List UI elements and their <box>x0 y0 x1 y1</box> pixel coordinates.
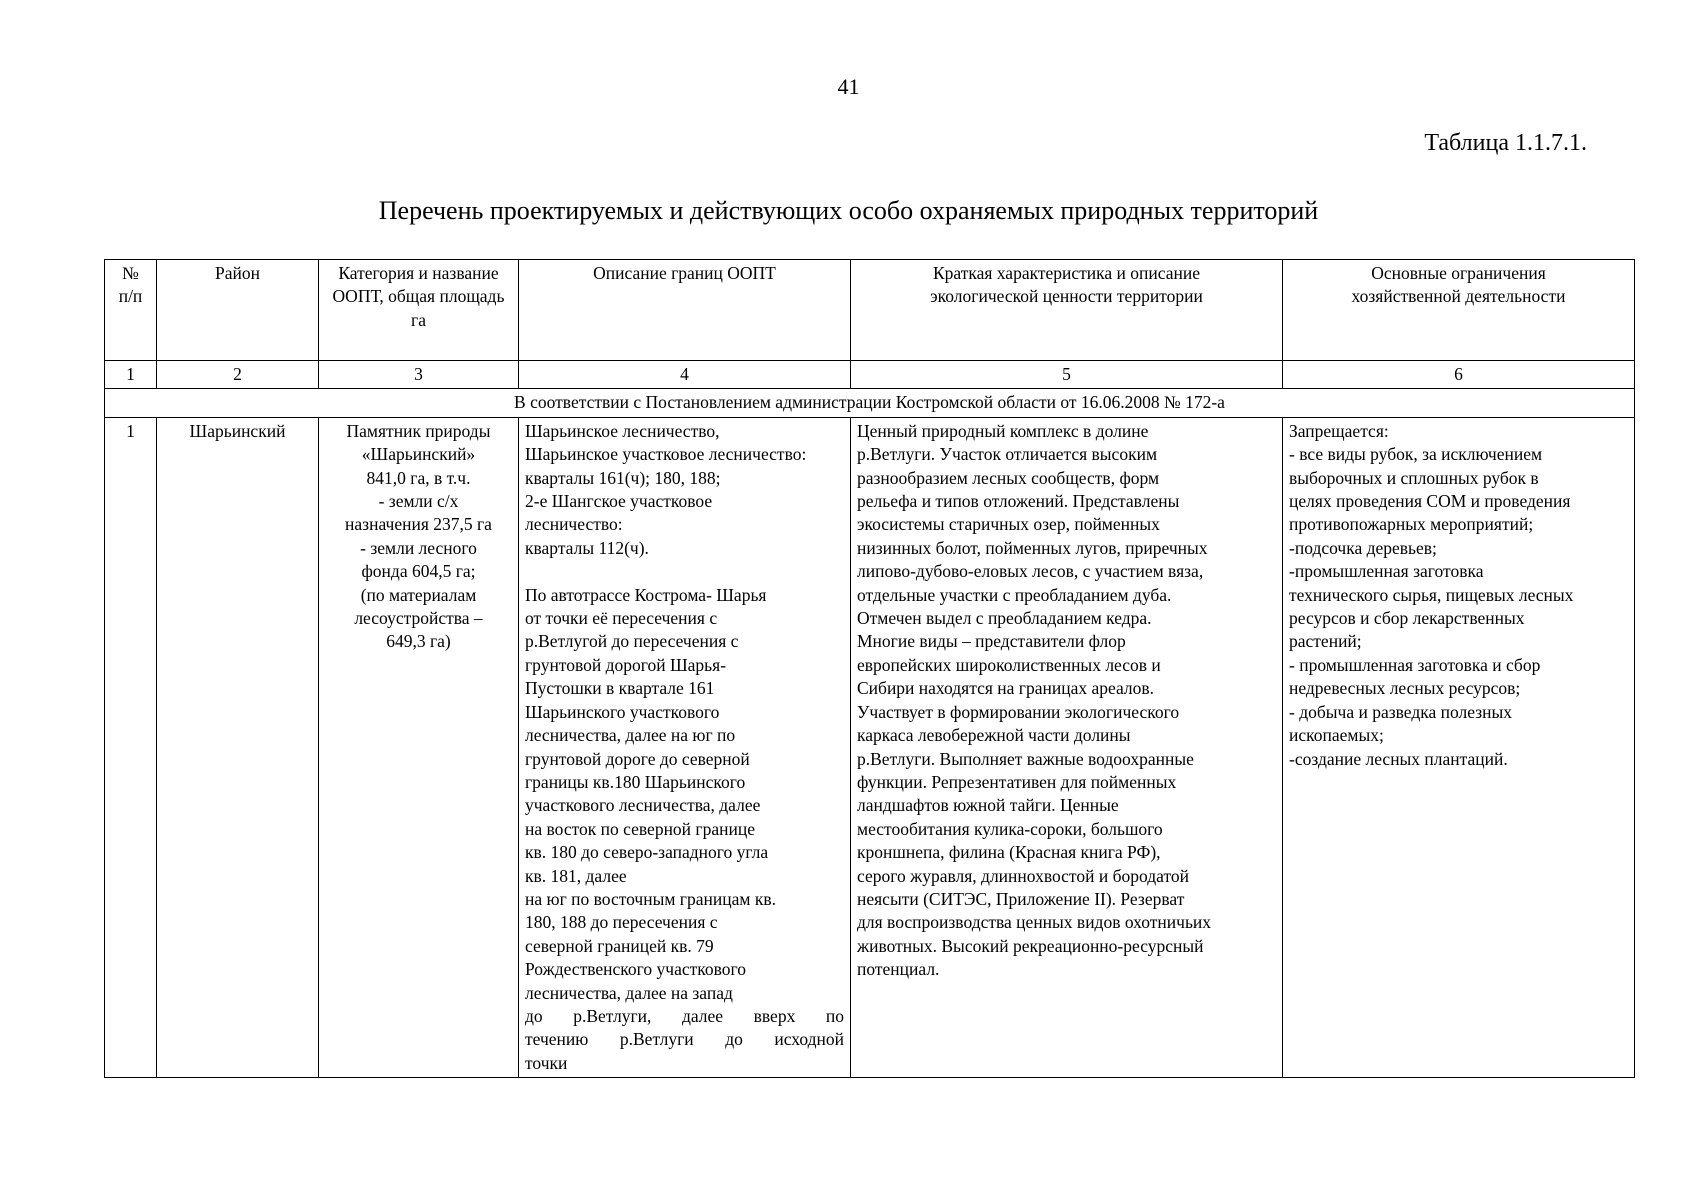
text-line: рельефа и типов отложений. Представлены <box>857 491 1180 512</box>
text-line: -подсочка деревьев; <box>1289 537 1437 558</box>
text-line: на восток по северной границе <box>525 818 755 839</box>
text-line: неясыти (СИТЭС, Приложение II). Резерват <box>857 888 1185 909</box>
header-cell-district: Район <box>157 260 319 361</box>
row-description <box>851 417 1283 1077</box>
text-line: серого журавля, длиннохвостой и бородатой <box>857 865 1189 886</box>
text-line: противопожарных мероприятий; <box>1289 514 1534 535</box>
column-number: 4 <box>519 361 851 389</box>
text-line: - все виды рубок, за исключением <box>1289 444 1543 465</box>
text-line: разнообразием лесных сообществ, форм <box>857 467 1160 488</box>
text-line: кв. 181, далее <box>525 865 627 886</box>
table-header-row <box>105 260 1635 361</box>
header-cell-number: № п/п <box>105 260 157 361</box>
text-line: ландшафтов южной тайги. Ценные <box>857 795 1119 816</box>
text-line: на юг по восточным границам кв. <box>525 888 776 909</box>
text-line: недревесных лесных ресурсов; <box>1289 678 1521 699</box>
text-line: 2-е Шангское участковое <box>525 491 713 512</box>
header-cell-category: Категория и название ООПТ, общая площадь га <box>319 260 519 361</box>
text-line: р.Ветлуги. Участок отличается высоким <box>857 444 1158 465</box>
text-line: животных. Высокий рекреационно-ресурсный <box>857 935 1204 956</box>
column-number: 6 <box>1283 361 1635 389</box>
text-line: точки <box>525 1052 568 1073</box>
text-line: -создание лесных плантаций. <box>1289 748 1508 769</box>
text-line: 180, 188 до пересечения с <box>525 912 718 933</box>
header-cell-description: Краткая характеристика и описание экологической ценности территории <box>851 260 1283 361</box>
text-line: - земли лесного <box>360 537 477 558</box>
row-district: Шарьинский <box>157 417 319 1077</box>
text-line: лесоустройства – <box>354 608 483 629</box>
document-title: Перечень проектируемых и действующих особо охраняемых природных территорий <box>378 196 1319 225</box>
text-line: 649,3 га) <box>386 631 451 652</box>
text-line: течению р.Ветлуги до исходной <box>525 1029 844 1050</box>
text-line: Ценный природный комплекс в долине <box>857 420 1149 441</box>
column-number: 3 <box>319 361 519 389</box>
text-line: лесничества, далее на запад <box>525 982 733 1003</box>
text-line: потенциал. <box>857 959 940 980</box>
text-line: р.Ветлугой до пересечения с <box>525 631 739 652</box>
page-number: 41 <box>837 74 860 99</box>
text-line: ископаемых; <box>1289 725 1384 746</box>
text-line: экосистемы старичных озер, пойменных <box>857 514 1160 535</box>
text-line: - промышленная заготовка и сбор <box>1289 654 1541 675</box>
text-line: - земли с/х <box>378 491 459 512</box>
text-line: Многие виды – представители флор <box>857 631 1126 652</box>
row-category <box>319 417 519 1077</box>
text-line: технического сырья, пищевых лесных <box>1289 584 1574 605</box>
table-row <box>105 417 1635 1077</box>
text-line: «Шарьинский» <box>361 444 476 465</box>
text-line: кв. 180 до северо-западного угла <box>525 842 769 863</box>
text-line: каркаса левобережной части долины <box>857 725 1131 746</box>
text-line: границы кв.180 Шарьинского <box>525 771 746 792</box>
row-number: 1 <box>105 417 157 1077</box>
text-line: грунтовой дорогой Шарья- <box>525 654 727 675</box>
section-row <box>105 389 1635 417</box>
text-line: Участвует в формировании экологического <box>857 701 1180 722</box>
text-line: грунтовой дороге до северной <box>525 748 750 769</box>
protected-areas-table <box>104 259 1635 1078</box>
text-line: -промышленная заготовка <box>1289 561 1484 582</box>
text-line: 841,0 га, в т.ч. <box>366 467 471 488</box>
text-line: Памятник природы <box>346 420 491 441</box>
column-number: 1 <box>105 361 157 389</box>
text-line: Сибири находятся на границах ареалов. <box>857 678 1154 699</box>
column-number: 5 <box>851 361 1283 389</box>
column-number-row <box>105 361 1635 389</box>
text-line: северной границей кв. 79 <box>525 935 714 956</box>
text-line: назначения 237,5 га <box>345 514 492 535</box>
text-line: Шарьинского участкового <box>525 701 720 722</box>
text-line: р.Ветлуги. Выполняет важные водоохранные <box>857 748 1194 769</box>
row-boundaries <box>519 417 851 1077</box>
text-line: функции. Репрезентативен для пойменных <box>857 771 1177 792</box>
text-line: Отмечен выдел с преобладанием кедра. <box>857 608 1152 629</box>
text-line: ресурсов и сбор лекарственных <box>1289 608 1525 629</box>
text-line: По автотрассе Кострома- Шарья <box>525 584 767 605</box>
header-cell-boundaries: Описание границ ООПТ <box>519 260 851 361</box>
text-line: Рождественского участкового <box>525 959 746 980</box>
text-line: лесничество: <box>525 514 623 535</box>
text-line: для воспроизводства ценных видов охотничьих <box>857 912 1212 933</box>
text-line: кварталы 112(ч). <box>525 537 649 558</box>
text-line: местообитания кулика-сороки, большого <box>857 818 1163 839</box>
row-restrictions <box>1283 417 1635 1077</box>
text-line: Пустошки в квартале 161 <box>525 678 715 699</box>
text-line: растений; <box>1289 631 1362 652</box>
text-line: кварталы 161(ч); 180, 188; <box>525 467 721 488</box>
table-label: Таблица 1.1.7.1. <box>1424 130 1587 156</box>
header-cell-restrictions: Основные ограничения хозяйственной деятельности <box>1283 260 1635 361</box>
text-line: Шарьинское участковое лесничество: <box>525 444 807 465</box>
text-line: Запрещается: <box>1289 420 1389 441</box>
text-line: европейских широколиственных лесов и <box>857 654 1161 675</box>
text-line: (по материалам <box>360 584 477 605</box>
text-line: липово-дубово-еловых лесов, с участием вяза, <box>857 561 1204 582</box>
text-line: - добыча и разведка полезных <box>1289 701 1512 722</box>
text-line: Шарьинское лесничество, <box>525 420 720 441</box>
text-line <box>525 560 844 583</box>
column-number: 2 <box>157 361 319 389</box>
text-line: до р.Ветлуги, далее вверх по <box>525 1005 844 1026</box>
text-line: отдельные участки с преобладанием дуба. <box>857 584 1172 605</box>
text-line: целях проведения СОМ и проведения <box>1289 491 1571 512</box>
section-heading: В соответствии с Постановлением администрации Костромской области от 16.06.2008 № 172-а <box>105 389 1635 417</box>
text-line: лесничества, далее на юг по <box>525 725 736 746</box>
text-line: кроншнепа, филина (Красная книга РФ), <box>857 842 1161 863</box>
text-line: низинных болот, пойменных лугов, приречных <box>857 537 1208 558</box>
text-line: участкового лесничества, далее <box>525 795 761 816</box>
text-line: фонда 604,5 га; <box>361 561 476 582</box>
text-line: от точки её пересечения с <box>525 608 718 629</box>
text-line: выборочных и сплошных рубок в <box>1289 467 1539 488</box>
